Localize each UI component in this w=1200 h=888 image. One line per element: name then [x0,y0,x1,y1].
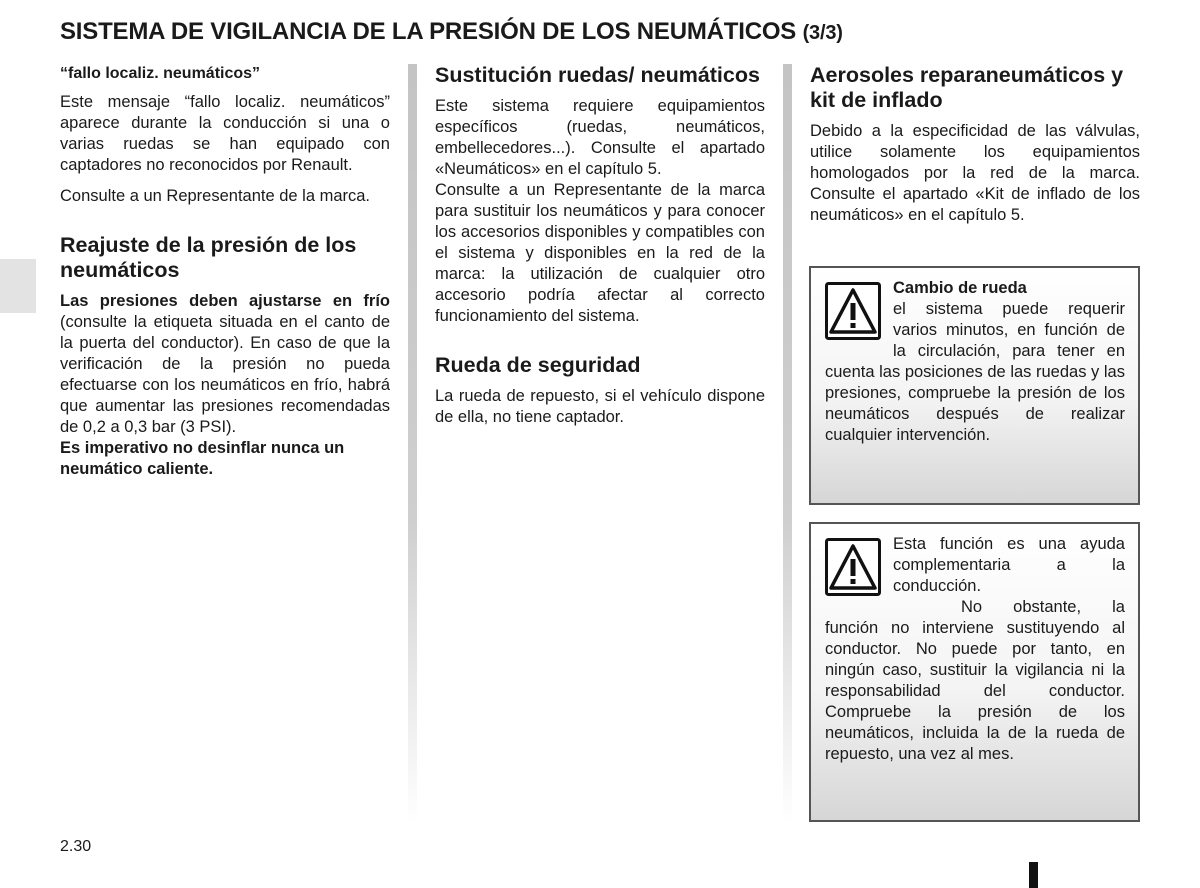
pressure-body: (consulte la etiqueta situada en el canto de la puerta del conductor). En caso de que la verificación de la presión no pueda efectuarse con los neumáticos en frío, habrá que aumentar las presiones recomendadas de 0,2 a 0,3 bar (3 PSI). [60,313,390,436]
middle-column [435,63,765,438]
replace-title: Sustitución ruedas/ neumáticos [435,63,760,87]
left-column [60,63,390,490]
right-column [810,63,1140,236]
warning2-text-2: No obstante, la función no interviene sustituyendo al conductor. No puede por tanto, en ningún caso, sustituir la vigilancia ni la responsabilidad del conductor. Compruebe la presión de los neumáticos, incluida la de la rueda de repuesto, una vez al mes. [825,598,1125,763]
warning1-text: el sistema puede requerir varios minutos, en función de la circulación, para tener en cuenta las posiciones de las ruedas y las presiones, compruebe la presión de los neumáticos después de realizar cualquier intervención. [825,300,1125,444]
chapter-tab [0,259,36,313]
pressure-title: Reajuste de la presión de los neumáticos [60,233,357,282]
title-part: (3/3) [802,22,843,44]
aerosol-title: Aerosoles reparaneumáticos y kit de inflado [810,63,1124,112]
column-divider-left [408,64,417,824]
fault-text: Este mensaje “fallo localiz. neumáticos” aparece durante la conducción si una o varias ruedas se han equipado con captadores no reconocidos por Renault. [60,93,390,174]
warning2-text-1: Esta función es una ayuda complementaria a la conducción. [893,535,1125,595]
title-text: SISTEMA DE VIGILANCIA DE LA PRESIÓN DE LOS NEUMÁTICOS [60,18,797,45]
page-edge-mark [1029,862,1038,888]
replace-text-2: Consulte a un Representante de la marca para sustituir los neumáticos y para conocer los accesorios disponibles y compatibles con el sistema y disponibles en la red de la marca: la utilización de cualquier otro accesorio podría afectar al correcto funcionamiento del sistema. [435,181,765,325]
spare-text: La rueda de repuesto, si el vehículo dispone de ella, no tiene captador. [435,387,765,426]
page-title [60,18,1160,46]
warning-triangle-icon [825,538,881,596]
replace-text-1: Este sistema requiere equipamientos específicos (ruedas, neumáticos, embellecedores...). Consulte el apartado «Neumáticos» en el capítulo 5. [435,97,765,178]
fault-consult: Consulte a un Representante de la marca. [60,187,371,205]
aerosol-text: Debido a la especificidad de las válvulas, utilice solamente los equipamientos homologados por la red de la marca. Consulte el apartado «Kit de inflado de los neumáticos» en el capítulo 5. [810,122,1140,224]
pressure-text [60,291,390,438]
spare-title: Rueda de seguridad [435,353,641,377]
page-number: 2.30 [60,838,92,855]
warning-box-wheel-change [809,266,1140,505]
pressure-warning: Es imperativo no desinflar nunca un neumático caliente. [60,439,345,478]
pressure-bold-start: Las presiones deben ajustarse en frío [60,292,390,310]
column-divider-right [783,64,792,824]
warning1-title: Cambio de rueda [893,279,1027,297]
warning-triangle-icon [825,282,881,340]
warning-box-complementary [809,522,1140,822]
fault-heading: “fallo localiz. neumáticos” [60,65,261,82]
